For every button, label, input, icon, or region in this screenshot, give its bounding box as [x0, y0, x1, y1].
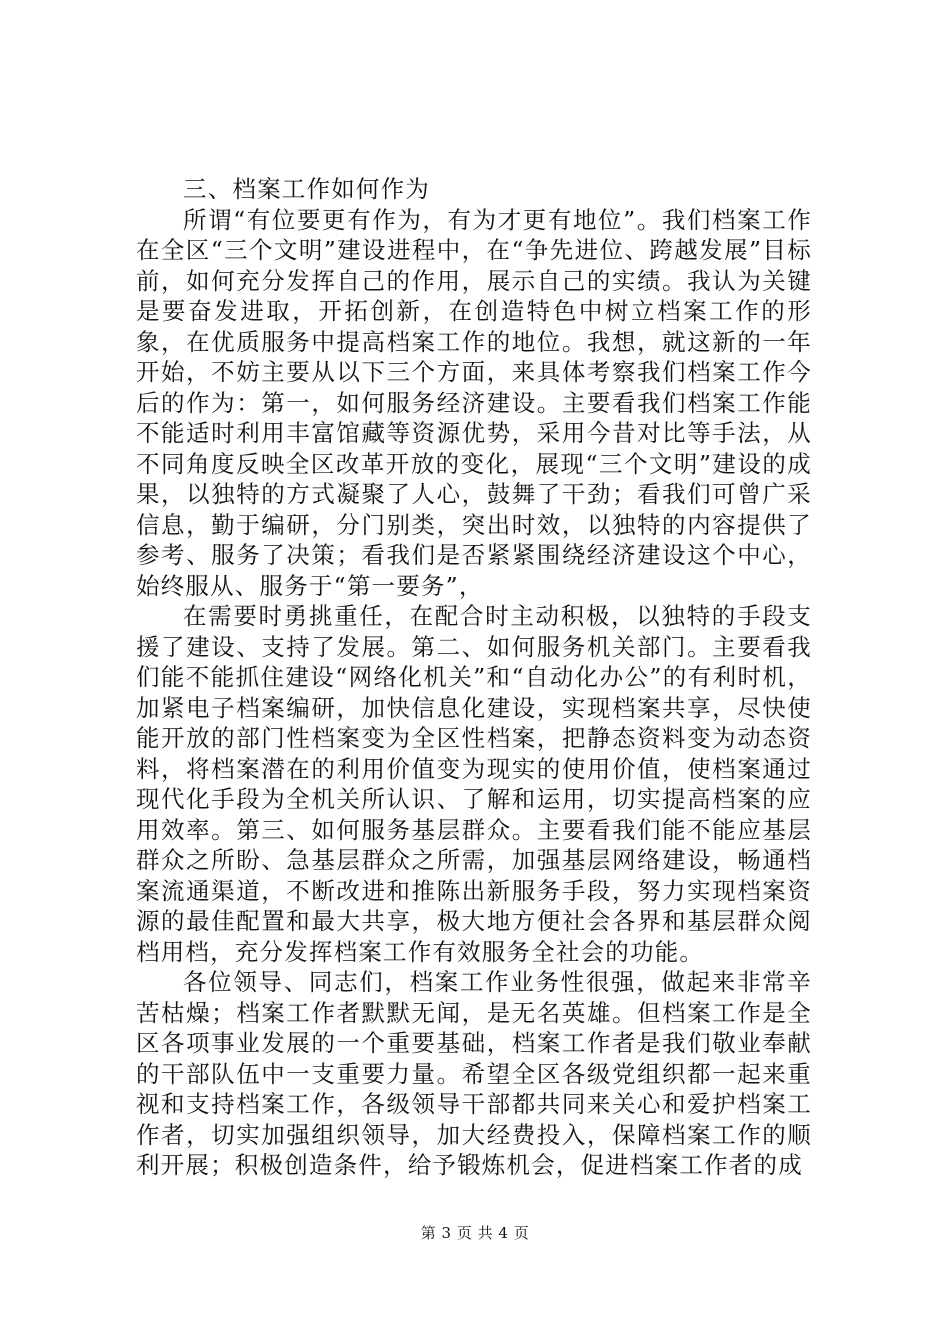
section-heading: 三、档案工作如何作为 — [183, 175, 430, 203]
document-body — [136, 174, 812, 1181]
paragraph-3: 各位领导、同志们，档案工作业务性很强，做起来非常辛苦枯燥；档案工作者默默无闻，是无名英雄。但档案工作是全区各项事业发展的一个重要基础，档案工作者是我们敬业奉献的干部队伍中一支重要力量。希望全区各级党组织都一起来重视和支持档案工作，各级领导干部都共同来关心和爱护档案工作者，切实加强组织领导，加大经费投入，保障档案工作的顺利开展；积极创造条件，给予锻炼机会，促进档案工作者的成 — [136, 968, 812, 1179]
paragraph-1: 所谓“有位要更有作为，有为才更有地位”。我们档案工作在全区“三个文明”建设进程中，在“争先进位、跨越发展”目标前，如何充分发挥自己的作用，展示自己的实绩。我认为关键是要奋发进取，开拓创新，在创造特色中树立档案工作的形象，在优质服务中提高档案工作的地位。我想，就这新的一年开始，不妨主要从以下三个方面，来具体考察我们档案工作今后的作为：第一，如何服务经济建设。主要看我们档案工作能不能适时利用丰富馆藏等资源优势，采用今昔对比等手法，从不同角度反映全区改革开放的变化，展现“三个文明”建设的成果，以独特的方式凝聚了人心，鼓舞了干劲；看我们可曾广采信息，勤于编研，分门别类，突出时效，以独特的内容提供了参考、服务了决策；看我们是否紧紧围绕经济建设这个中心，始终服从、服务于“第一要务”， — [136, 205, 812, 600]
page-number-footer: 第 3 页 共 4 页 — [420, 1224, 530, 1242]
paragraph-2: 在需要时勇挑重任，在配合时主动积极，以独特的手段支援了建设、支持了发展。第二、如何服务机关部门。主要看我们能不能抓住建设“网络化机关”和“自动化办公”的有利时机，加紧电子档案编研，加快信息化建设，实现档案共享，尽快使能开放的部门性档案变为全区性档案，把静态资料变为动态资料，将档案潜在的利用价值变为现实的使用价值，使档案通过现代化手段为全机关所认识、了解和运用，切实提高档案的应用效率。第三、如何服务基层群众。主要看我们能不能应基层群众之所盼、急基层群众之所需，加强基层网络建设，畅通档案流通渠道，不断改进和推陈出新服务手段，努力实现档案资源的最佳配置和最大共享，极大地方便社会各界和基层群众阅档用档，充分发挥档案工作有效服务全社会的功能。 — [136, 602, 812, 966]
